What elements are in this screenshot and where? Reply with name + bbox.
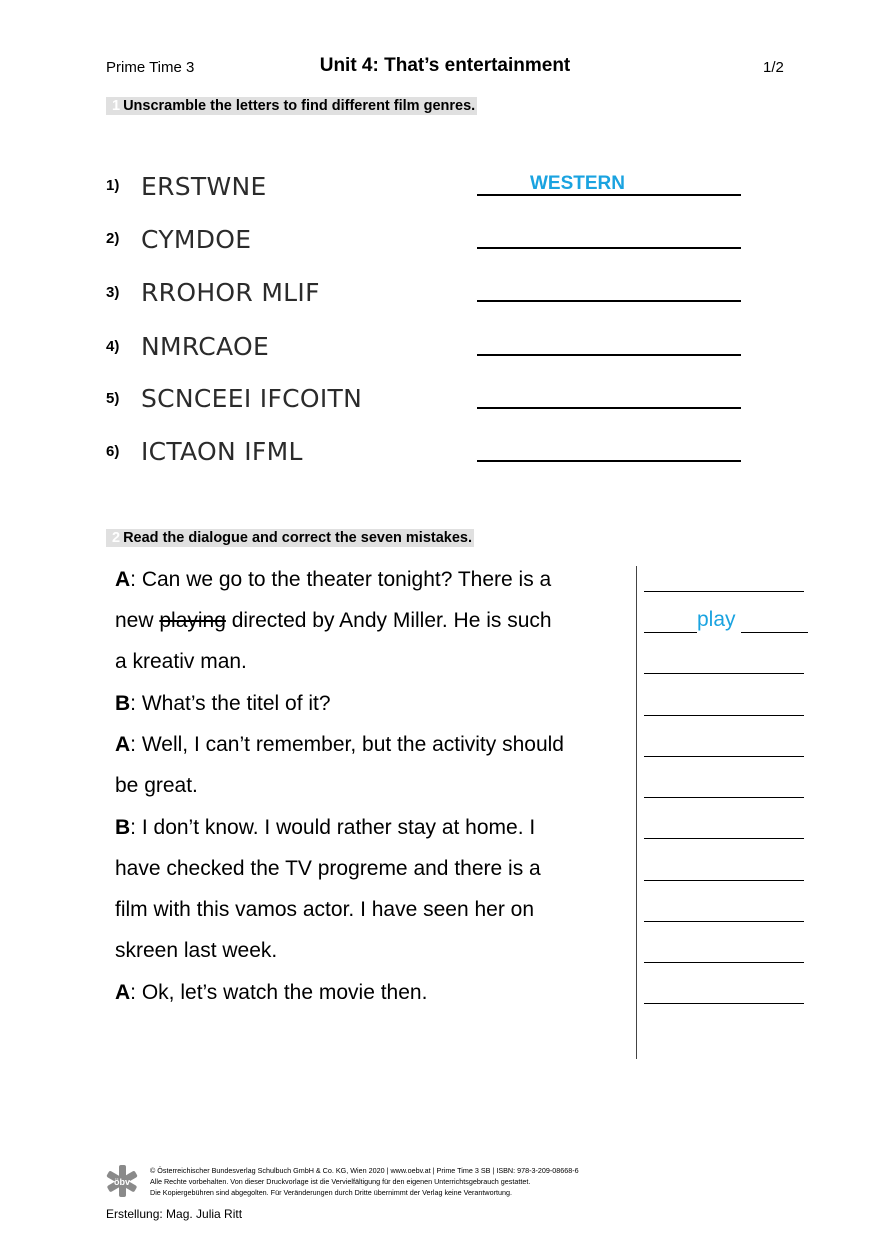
dialogue-text: : What’s the titel of it? [130,692,331,715]
oebv-logo [104,1163,140,1199]
correction-line-9[interactable] [644,921,804,922]
scramble-word-4: NMRCAOE [141,332,270,361]
scramble-word-5: SCNCEEI IFCOITN [141,384,363,413]
dialogue-line-10: skreen last week. [115,939,278,962]
dialogue-line-7 [115,816,535,840]
answer-line-2[interactable] [477,247,741,249]
dialogue-line-5 [115,733,564,757]
speaker-label: A [115,568,131,591]
logo-text: öbv [113,1177,131,1187]
dialogue-text: new [115,609,160,632]
speaker-label: B [115,816,131,839]
copyright-line-2: Alle Rechte vorbehalten. Von dieser Druckvorlage ist die Vervielfältigung für den eigenen Unterrichtsgebrauch gestattet. [150,1177,531,1186]
correction-answer-2: play [697,608,736,631]
correction-line-1[interactable] [644,591,804,592]
task1-number: 1 [112,98,121,114]
correction-line-7[interactable] [644,838,804,839]
copyright-line-3: Die Kopiergebühren sind abgegolten. Für Veränderungen durch Dritte übernimmt der Verlag keine Verantwortung. [150,1188,512,1197]
speaker-label: A [115,733,131,756]
dialogue-line-11 [115,981,427,1005]
scramble-word-2: CYMDOE [141,225,252,254]
scramble-number-4: 4) [106,338,120,355]
scramble-word-1: ERSTWNE [141,172,267,201]
struck-word: playing [159,609,226,632]
correction-line-8[interactable] [644,880,804,881]
dialogue-text: directed by Andy Miller. He is such [225,609,552,632]
scramble-word-6: ICTAON IFML [141,437,303,466]
correction-line-2a[interactable] [644,632,697,633]
task1-instruction [106,97,477,115]
dialogue-text: : I don’t know. I would rather stay at home. I [130,816,536,839]
speaker-label: B [115,692,131,715]
dialogue-line-2 [115,609,552,633]
task1-text: Unscramble the letters to find different film genres. [123,98,476,114]
dialogue-text: : Ok, let’s watch the movie then. [130,981,428,1004]
copyright-notice [150,1165,579,1198]
scramble-number-3: 3) [106,284,120,301]
copyright-line-1: © Österreichischer Bundesverlag Schulbuch GmbH & Co. KG, Wien 2020 | www.oebv.at | Prime Time 3 SB | ISBN: 978-3-209-08668-6 [150,1166,579,1175]
answer-text-1: WESTERN [530,173,625,194]
book-title: Prime Time 3 [106,59,195,76]
dialogue-line-9: film with this vamos actor. I have seen her on [115,898,535,921]
answer-line-6[interactable] [477,460,741,462]
correction-line-2b[interactable] [741,632,808,633]
scramble-number-5: 5) [106,390,120,407]
correction-line-4[interactable] [644,715,804,716]
dialogue-text: : Well, I can’t remember, but the activity should [130,733,564,756]
correction-line-3[interactable] [644,673,804,674]
answer-line-4[interactable] [477,354,741,356]
task2-number: 2 [112,530,121,546]
task2-text: Read the dialogue and correct the seven mistakes. [123,530,473,546]
correction-line-11[interactable] [644,1003,804,1004]
dialogue-text: : Can we go to the theater tonight? There is a [130,568,552,591]
correction-line-10[interactable] [644,962,804,963]
column-divider [636,566,637,1059]
unit-title: Unit 4: That’s entertainment [319,55,571,76]
correction-line-5[interactable] [644,756,804,757]
scramble-number-2: 2) [106,230,120,247]
answer-line-3[interactable] [477,300,741,302]
dialogue-line-3: a kreativ man. [115,650,247,673]
scramble-word-3: RROHOR MLIF [141,278,320,307]
author-credit: Erstellung: Mag. Julia Ritt [106,1207,243,1221]
dialogue-line-4 [115,692,331,716]
scramble-number-6: 6) [106,443,120,460]
speaker-label: A [115,981,131,1004]
dialogue-line-1 [115,568,551,592]
task2-instruction [106,529,474,547]
dialogue-line-6: be great. [115,774,198,797]
answer-line-5[interactable] [477,407,741,409]
scramble-number-1: 1) [106,177,120,194]
correction-line-6[interactable] [644,797,804,798]
dialogue-line-8: have checked the TV progreme and there is a [115,857,541,880]
page-number: 1/2 [763,59,784,76]
